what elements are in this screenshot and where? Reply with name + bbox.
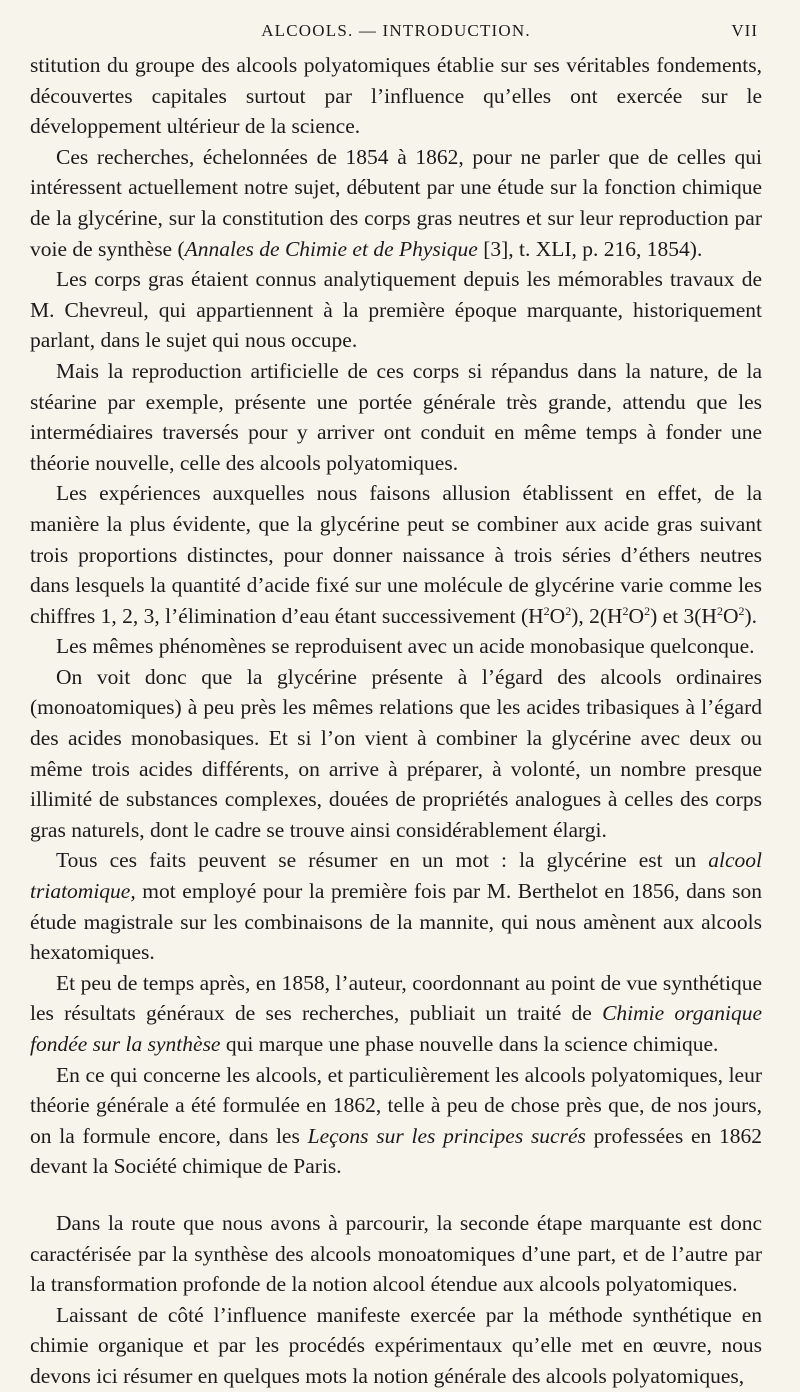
text-run: Les expériences auxquelles nous faisons allusion établissent en effet, de la manière la plus évidente, que la glycérine peut se combiner aux acide gras suivant trois proportions distinctes, pour donner naissance à trois séries d’éthers neutres dans lesquels la quantité d’acide fixé sur une molécule de glycérine varie comme les chiffres 1, 2, 3, l’élimination d’eau étant successivement (H <box>30 481 762 628</box>
text-run: mot employé pour la première fois par M. Berthelot en 1856, dans son étude magistrale sur les combinaisons de la mannite, qui nous amènent aux alcools hexatomiques. <box>30 879 762 965</box>
paragraph <box>30 1208 762 1300</box>
text-run: Dans la route que nous avons à parcourir, la seconde étape marquante est donc caractérisée par la synthèse des alcools monoatomiques d’une part, et de l’autre par la transformation profonde de la notion alcool étendue aux alcools polyatomiques. <box>30 1210 762 1297</box>
page-number: VII <box>731 21 758 40</box>
text-run: O <box>722 603 739 628</box>
running-title: ALCOOLS. — INTRODUCTION. <box>261 21 531 40</box>
paragraph <box>30 968 762 1060</box>
italic-text: Leçons sur les principes sucrés <box>307 1123 586 1148</box>
superscript: 2 <box>543 603 550 618</box>
text-run: Ces recherches, échelonnées de 1854 à 1862, pour ne parler que de celles qui intéressent actuellement notre sujet, débutent par une étude sur la fonction chimique de la glycérine, sur la constitution des corps gras neutres et sur leur reproduction par voie de synthèse ( <box>30 144 762 261</box>
superscript: 2 <box>622 603 629 618</box>
superscript: 2 <box>644 603 651 618</box>
text-run: [3], t. XLI, p. 216, 1854). <box>477 236 703 261</box>
superscript: 2 <box>565 603 572 618</box>
text-run: ) et 3(H <box>650 603 717 628</box>
text-run: ). <box>744 603 758 628</box>
section-gap <box>30 1182 762 1208</box>
text-run: professées en 1862 devant la Société chimique de Paris. <box>30 1123 763 1179</box>
running-header <box>30 14 762 48</box>
body-text <box>30 50 762 1392</box>
text-run: ), 2(H <box>571 603 623 628</box>
text-run: O <box>628 603 645 628</box>
text-run: O <box>549 603 566 628</box>
paragraph <box>30 356 762 478</box>
paragraph <box>30 478 762 631</box>
italic-text: Chimie organique fondée sur la synthèse <box>30 1001 762 1056</box>
paragraph <box>30 264 762 356</box>
superscript: 2 <box>716 603 723 618</box>
paragraph <box>30 50 762 142</box>
italic-text: Annales de Chimie et de Physique <box>184 236 478 261</box>
paragraph <box>30 1300 762 1392</box>
text-run: En ce qui concerne les alcools, et particulièrement les alcools polyatomiques, leur théorie générale a été formulée en 1862, telle à peu de chose près que, de nos jours, on la formule encore, dans les <box>30 1062 762 1148</box>
text-run: qui marque une phase nouvelle dans la science chimique. <box>220 1032 719 1056</box>
paragraph <box>30 662 762 846</box>
text-run: Mais la reproduction artificielle de ces corps si répandus dans la nature, de la stéarine par exemple, présente une portée générale très grande, attendu que les intermédiaires traversés pour y arriver ont conduit en même temps à fonder une théorie nouvelle, celle des alcools polyatomiques. <box>30 358 762 475</box>
italic-text: alcool triatomique, <box>30 848 762 904</box>
text-run: Les corps gras étaient connus analytiquement depuis les mémorables travaux de M. Chevreul, qui appartiennent à la première époque marquante, historiquement parlant, dans le sujet qui nous occupe. <box>30 267 762 353</box>
text-run: Et peu de temps après, en 1858, l’auteur, coordonnant au point de vue synthétique les résultats généraux de ses recherches, publiait un traité de <box>30 970 762 1026</box>
text-run: Tous ces faits peuvent se résumer en un mot : la glycérine est un <box>56 848 709 873</box>
paragraph <box>30 1060 762 1182</box>
text-run: On voit donc que la glycérine présente à l’égard des alcools ordinaires (monoatomiques) à peu près les mêmes relations que les acides tribasiques à l’égard des acides monobasiques. Et si l’on vient à combiner la glycérine avec deux ou même trois acides différents, on arrive à préparer, à volonté, un nombre presque illimité de substances complexes, douées de propriétés analogues à celles des corps gras naturels, dont le cadre se trouve ainsi considérablement élargi. <box>30 664 762 842</box>
paragraph <box>30 631 762 662</box>
paragraph <box>30 845 762 967</box>
superscript: 2 <box>738 603 745 618</box>
text-run: Les mêmes phénomènes se reproduisent avec un acide monobasique quelconque. <box>56 634 755 659</box>
text-run: Laissant de côté l’influence manifeste exercée par la méthode synthétique en chimie organique et par les procédés expérimentaux qu’elle met en œuvre, nous devons ici résumer en quelques mots la notion générale des alcools polyatomiques, <box>30 1302 762 1388</box>
text-run: stitution du groupe des alcools polyatomiques établie sur ses véritables fondements, découvertes capitales surtout par l’influence qu’elles ont exercée sur le développement ultérieur de la science. <box>30 53 762 139</box>
paragraph <box>30 142 762 264</box>
